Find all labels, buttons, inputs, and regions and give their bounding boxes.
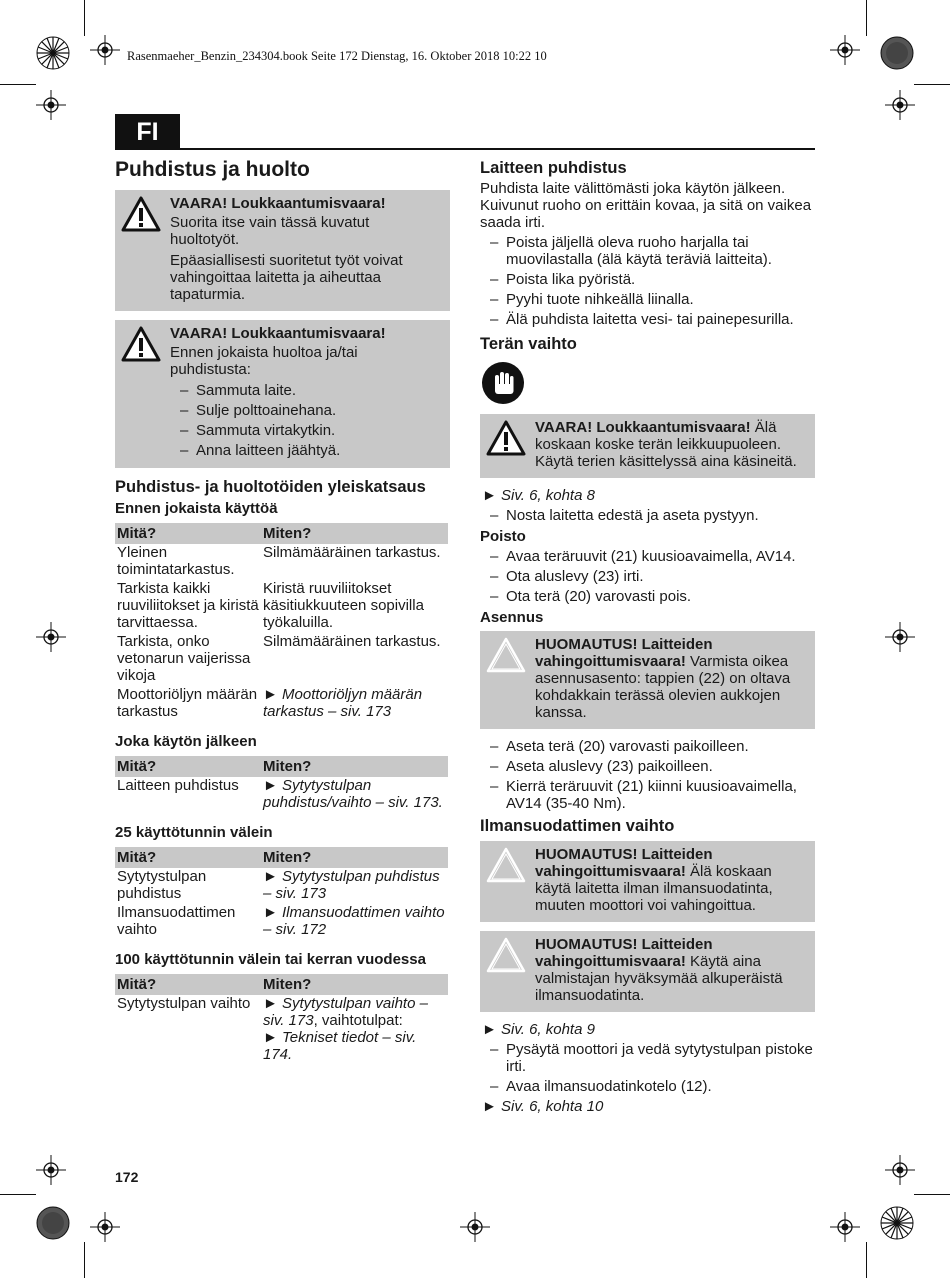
rosette-icon: [880, 36, 914, 70]
warning-triangle-outline-icon: [486, 637, 526, 673]
maintenance-table: [115, 756, 448, 813]
section-title: Puhdistus ja huolto: [115, 158, 310, 181]
column-header: Miten?: [261, 756, 448, 777]
notice-text: Varmista oikea asennusasento: tappien (22) on oltava kohdakkain terässä olevien aukkojen kanssa.: [535, 653, 791, 721]
dash-list: [170, 382, 442, 459]
list-item: – Poista jäljellä oleva ruoho harjalla tai muovilastalla (älä käytä teräviä laitteita).: [480, 234, 815, 268]
danger-text: Ennen jokaista huoltoa ja/tai puhdistusta:: [170, 344, 358, 378]
crop-line: [0, 84, 36, 85]
crop-line: [866, 0, 867, 36]
danger-text: Suorita itse vain tässä kuvatut huoltotyöt.: [170, 214, 370, 248]
notice-heading: HUOMAUTUS! Laitteiden vahingoittumisvaara!: [535, 936, 713, 970]
registration-mark-icon: [885, 1155, 915, 1185]
list-item: – Sammuta virtakytkin.: [170, 422, 442, 439]
warning-triangle-filled-icon: [486, 420, 526, 456]
table-title: Joka käytön jälkeen: [115, 733, 257, 750]
list-item: – Pyyhi tuote nihkeällä liinalla.: [480, 291, 815, 308]
table-row: Yleinen toimintatarkastus. Silmämääräinen tarkastus.: [117, 544, 441, 578]
dash-list: [480, 234, 815, 328]
notice-box: [480, 931, 815, 1012]
list-item: – Ota aluslevy (23) irti.: [480, 568, 815, 585]
figure-reference[interactable]: ► Siv. 6, kohta 9: [482, 1021, 595, 1038]
danger-heading: VAARA! Loukkaantumisvaara!: [170, 325, 386, 342]
subsection-title: Ilmansuodattimen vaihto: [480, 817, 675, 835]
list-item: – Avaa teräruuvit (21) kuusioavaimella, AV14.: [480, 548, 815, 565]
table-title: 100 käyttötunnin välein tai kerran vuodessa: [115, 951, 426, 968]
column-header: Mitä?: [115, 523, 261, 544]
list-item: – Sammuta laite.: [170, 382, 442, 399]
registration-mark-icon: [885, 622, 915, 652]
subsection-title: Terän vaihto: [480, 335, 577, 353]
registration-mark-icon: [36, 1155, 66, 1185]
table-row: Sytytystulpan vaihto ► Sytytystulpan vaihto – siv. 173, vaihtotulpat: ► Tekniset tiedot – siv. 174.: [117, 995, 428, 1063]
column-header: Mitä?: [115, 756, 261, 777]
table-row: Ilmansuodattimen vaihto ► Ilmansuodattimen vaihto – siv. 172: [115, 904, 448, 940]
column-header: Mitä?: [115, 974, 261, 995]
list-item: – Ota terä (20) varovasti pois.: [480, 588, 815, 605]
column-header: Miten?: [261, 523, 448, 544]
dash-list: [480, 548, 815, 605]
running-header: Rasenmaeher_Benzin_234304.book Seite 172 Dienstag, 16. Oktober 2018 10:22 10: [127, 49, 547, 63]
step-title: Asennus: [480, 609, 544, 626]
notice-box: [480, 631, 815, 729]
crop-line: [84, 0, 85, 36]
registration-mark-icon: [460, 1212, 490, 1242]
language-bar: [115, 114, 815, 150]
cross-reference-link[interactable]: ► Sytytystulpan vaihto – siv. 173: [263, 995, 428, 1029]
crop-line: [914, 84, 950, 85]
cross-reference-link[interactable]: ► Tekniset tiedot – siv. 174.: [263, 1029, 417, 1063]
table-title: Ennen jokaista käyttöä: [115, 500, 278, 517]
cross-reference-link[interactable]: ► Moottoriöljyn määrän tarkastus – siv. 173: [263, 686, 423, 720]
list-item: – Anna laitteen jäähtyä.: [170, 442, 442, 459]
danger-box: [115, 320, 450, 468]
table-row: Tarkista, onko vetonarun vaijerissa vikoja Silmämääräinen tarkastus.: [117, 633, 441, 684]
danger-heading: VAARA! Loukkaantumisvaara!: [535, 419, 751, 436]
rosette-icon: [880, 1206, 914, 1240]
list-item: – Pysäytä moottori ja vedä sytytystulpan pistoke irti.: [480, 1041, 815, 1075]
column-header: Miten?: [261, 847, 448, 868]
page-number: 172: [115, 1169, 139, 1185]
cross-reference-link[interactable]: ► Sytytystulpan puhdistus – siv. 173: [263, 868, 440, 902]
body-text: Puhdista laite välittömästi joka käytön jälkeen. Kuivunut ruoho on erittäin kovaa, ja sitä on vaikea saada irti.: [480, 180, 812, 231]
table-row: Sytytystulpan puhdistus ► Sytytystulpan puhdistus – siv. 173: [115, 868, 448, 904]
list-item: – Poista lika pyöristä.: [480, 271, 815, 288]
registration-mark-icon: [885, 90, 915, 120]
table-row: Laitteen puhdistus ► Sytytystulpan puhdistus/vaihto – siv. 173.: [115, 777, 448, 813]
registration-mark-icon: [36, 622, 66, 652]
figure-reference[interactable]: ► Siv. 6, kohta 10: [482, 1098, 604, 1115]
crop-line: [0, 1194, 36, 1195]
maintenance-table: [115, 974, 448, 1065]
danger-box: [115, 190, 450, 311]
step-title: Poisto: [480, 528, 526, 545]
warning-triangle-outline-icon: [486, 847, 526, 883]
danger-text: Epäasiallisesti suoritetut työt voivat vahingoittaa laitetta ja aiheuttaa tapaturmia.: [170, 252, 403, 303]
table-row: Moottoriöljyn määrän tarkastus ► Moottoriöljyn määrän tarkastus – siv. 173: [115, 686, 448, 722]
list-item: – Sulje polttoainehana.: [170, 402, 442, 419]
notice-box: [480, 841, 815, 922]
warning-triangle-outline-icon: [486, 937, 526, 973]
warning-triangle-filled-icon: [121, 326, 161, 362]
figure-reference[interactable]: ► Siv. 6, kohta 8: [482, 487, 595, 504]
warning-triangle-filled-icon: [121, 196, 161, 232]
subsection-title: Laitteen puhdistus: [480, 159, 627, 177]
danger-heading: VAARA! Loukkaantumisvaara!: [170, 195, 386, 212]
cross-reference-link[interactable]: ► Ilmansuodattimen vaihto – siv. 172: [263, 904, 445, 938]
list-item: – Avaa ilmansuodatinkotelo (12).: [480, 1078, 815, 1095]
list-item: – Älä puhdista laitetta vesi- tai painepesurilla.: [480, 311, 815, 328]
crop-line: [84, 1242, 85, 1278]
column-header: Mitä?: [115, 847, 261, 868]
notice-text: Käytä aina valmistajan hyväksymää alkuperäistä ilmansuodatinta.: [535, 953, 783, 1004]
notice-text: Älä koskaan käytä laitetta ilman ilmansuodatinta, muuten moottori voi vahingoittua.: [535, 863, 773, 914]
danger-box: [480, 414, 815, 478]
registration-mark-icon: [830, 1212, 860, 1242]
dash-list: [480, 1041, 815, 1095]
language-label: FI: [115, 114, 180, 150]
left-column: [115, 156, 450, 1075]
table-title: 25 käyttötunnin välein: [115, 824, 273, 841]
table-row: Tarkista kaikki ruuviliitokset ja kiristä tarvittaessa. Kiristä ruuviliitokset käsitiukkuuteen sopivilla työkaluilla.: [117, 580, 424, 631]
dash-list: [480, 738, 815, 812]
subsection-title: Puhdistus- ja huoltotöiden yleiskatsaus: [115, 478, 426, 496]
maintenance-table: [115, 523, 448, 722]
list-item: – Nosta laitetta edestä ja aseta pystyyn.: [480, 507, 815, 524]
rosette-icon: [36, 1206, 70, 1240]
right-column: [480, 156, 815, 1118]
registration-mark-icon: [36, 90, 66, 120]
list-item: – Aseta terä (20) varovasti paikoilleen.: [480, 738, 815, 755]
notice-heading: HUOMAUTUS! Laitteiden vahingoittumisvaara!: [535, 636, 713, 670]
list-item: – Aseta aluslevy (23) paikoilleen.: [480, 758, 815, 775]
danger-text: Älä koskaan koske terän leikkuupuoleen. Käytä terien käsittelyssä aina käsineitä.: [535, 419, 797, 470]
column-header: Miten?: [261, 974, 448, 995]
maintenance-table: [115, 847, 448, 940]
registration-mark-icon: [90, 35, 120, 65]
crop-line: [914, 1194, 950, 1195]
cross-reference-link[interactable]: ► Sytytystulpan puhdistus/vaihto – siv. 173.: [263, 777, 443, 811]
registration-mark-icon: [90, 1212, 120, 1242]
registration-mark-icon: [830, 35, 860, 65]
crop-line: [866, 1242, 867, 1278]
dash-list: [480, 507, 815, 524]
gloves-icon: [482, 362, 524, 404]
list-item: – Kierrä teräruuvit (21) kiinni kuusioavaimella, AV14 (35-40 Nm).: [480, 778, 815, 812]
rosette-icon: [36, 36, 70, 70]
notice-heading: HUOMAUTUS! Laitteiden vahingoittumisvaara!: [535, 846, 713, 880]
